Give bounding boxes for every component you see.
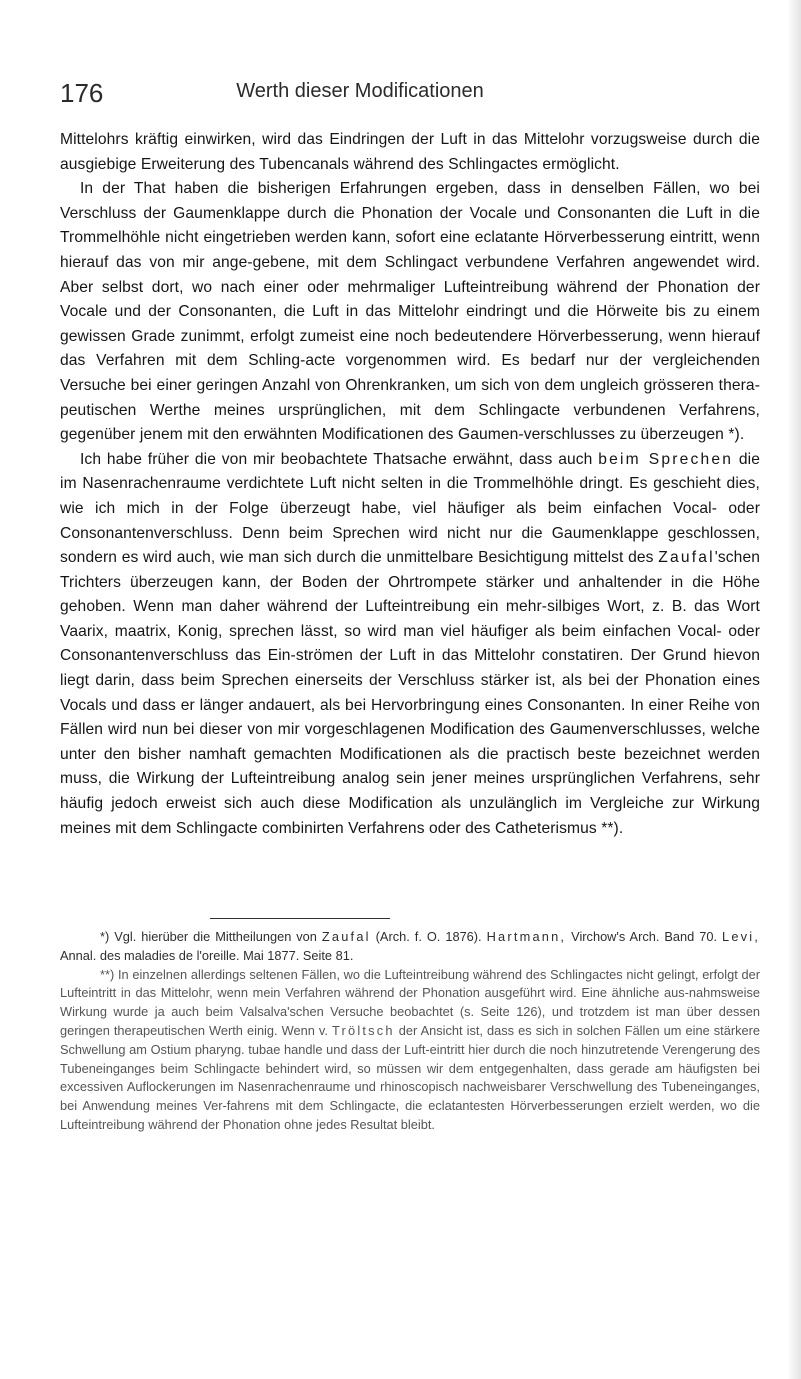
page-number: 176 xyxy=(60,78,104,108)
footnote-1-part-d: Annal. des maladies de l'oreille. Mai 1877. Seite 81. xyxy=(60,947,354,963)
footnote-1-part-b: (Arch. f. O. 1876). xyxy=(375,929,482,944)
footnote-1-part-a: *) Vgl. hierüber die Mittheilungen von xyxy=(100,929,317,944)
footnote-2-author-troeltsch: Tröltsch xyxy=(332,1022,395,1038)
running-title: Werth dieser Modificationen xyxy=(236,80,484,102)
footnote-1 xyxy=(60,928,760,966)
paragraph-1: Mittelohrs kräftig einwirken, wird das Eindringen der Luft in das Mittelohr vorzugsweise durch die ausgiebige Erweiterung des Tubencanals während des Schlingactes ermöglicht. xyxy=(60,131,760,173)
paragraph-3-part-c: 'schen Trichters überzeugen kann, der Boden der Ohrtrompete stärker und anhaltender in die Höhe gehoben. Wenn man daher während der Lufteintreibung ein mehr-silbiges Wort, z. B. das Wort Vaarix, maatrix, Konig, sprechen lässt, so wird man viel häufiger als beim einfachen Vocal- oder Consonantenverschluss das Ein-strömen der Luft in das Mittelohr constatiren. Der Grund hievon liegt darin, dass beim Sprechen einerseits der Verschluss stärker ist, als bei der Phonation eines Vocals und dass er länger andauert, als bei Hervorbringung eines Consonanten. In einer Reihe von Fällen wird nun bei dieser von mir vorgeschlagenen Modification des Gaumenverschlusses, welche unter den bisher namhaft gemachten Modificationen als die practisch beste bezeichnet werden muss, die Wirkung der Lufteintreibung analog sein jener meines ursprünglichen Verfahrens, sehr häufig jedoch erweist sich auch diese Modification als unzulänglich im Vergleiche zur Wirkung meines mit dem Schlingacte combinirten Verfahrens oder des Catheterismus **). xyxy=(60,549,760,837)
paragraph-3-part-a: Ich habe früher die von mir beobachtete Thatsache erwähnt, dass auch xyxy=(80,450,593,468)
footnote-2 xyxy=(60,966,760,1135)
footnote-1-author-hartmann: Hartmann, xyxy=(486,929,567,944)
page-edge-shadow xyxy=(787,0,801,1379)
paragraph-3-part-b: die im Nasenrachenraume verdichtete Luft nicht selten in die Trommelhöhle dringt. Es geschieht dies, wie ich mich in der Folge überzeugt habe, viel häufiger als beim einfachen Vocal- oder Consonantenverschluss. Denn beim Sprechen wird nicht nur die Gaumenklappe geschlossen, sondern es wird auch, wie man sich durch die unmittelbare Besichtigung mittelst des xyxy=(60,450,760,567)
paragraph-3 xyxy=(60,448,760,842)
main-text xyxy=(60,128,760,841)
footnote-1-part-c: Virchow's Arch. Band 70. xyxy=(571,929,718,944)
footnote-2-part-a: **) In einzelnen allerdings seltenen Fällen, wo die Lufteintreibung während des Schlingactes nicht gelingt, erfolgt der Lufteintritt in das Mittelohr, wenn mein Verfahren während der Phonation ausgeführt wird. Eine ähnliche aus-nahmsweise Wirkung wurde ja auch beim Valsalva'schen Versuche beobachtet (s. Seite 126), und trotzdem ist man über dessen geringen therapeutischen Werth einig. Wenn v. xyxy=(60,966,760,1038)
footnotes xyxy=(60,928,760,1135)
spaced-emphasis: beim Sprechen xyxy=(598,450,734,468)
page-header xyxy=(60,78,760,112)
footnote-1-author-levi: Levi, xyxy=(722,929,761,944)
footnote-2-part-b: der Ansicht ist, dass es sich in solchen Fällen um eine stärkere Schwellung am Ostium pharyng. tubae handle und dass der Luft-eintritt hier durch die noch hinzutretende Verengerung des Tubeneinganges beim Schlingacte behindert wird, so müssen wir dem entgegenhalten, dass gerade am häufigsten bei excessiven Auflockerungen im Nasenrachenraume und rhinoscopisch nachweisbarer Verschwellung des Tubeneinganges, bei Anwendung meines Ver-fahrens mit dem Schlingacte, die eclatantesten Hörverbesserungen erzielt werden, wo die Lufteintreibung während der Phonation ohne jedes Resultat bleibt. xyxy=(60,1022,761,1132)
footnote-1-author-zaufal: Zaufal xyxy=(321,929,371,944)
footnote-rule xyxy=(210,918,390,919)
author-name-zaufal: Zaufal xyxy=(658,549,715,567)
paragraph-2: In der That haben die bisherigen Erfahrungen ergeben, dass in denselben Fällen, wo bei Verschluss der Gaumenklappe durch die Phonation der Vocale und Consonanten die Luft in die Trommelhöhle nicht eingetrieben werden kann, sofort eine eclatante Hörverbesserung eintritt, wenn hierauf das von mir ange-gebene, mit dem Schlingact verbundene Verfahren angewendet wird. Aber selbst dort, wo nach einer oder mehrmaliger Lufteintreibung während der Phonation der Vocale und der Consonanten, die Luft in das Mittelohr eindringt und die Hörweite bis zu einem gewissen Grade zunimmt, erfolgt zumeist eine noch bedeutendere Hörverbesserung, wenn hierauf das Verfahren mit dem Schling-acte vorgenommen wird. Es bedarf nur der vergleichenden Versuche bei einer geringen Anzahl von Ohrenkranken, um sich von dem ungleich grösseren thera-peutischen Werthe meines ursprünglichen, mit dem Schlingacte verbundenen Verfahrens, gegenüber jenem mit den erwähnten Modificationen des Gaumen-verschlusses zu überzeugen *). xyxy=(60,180,760,444)
